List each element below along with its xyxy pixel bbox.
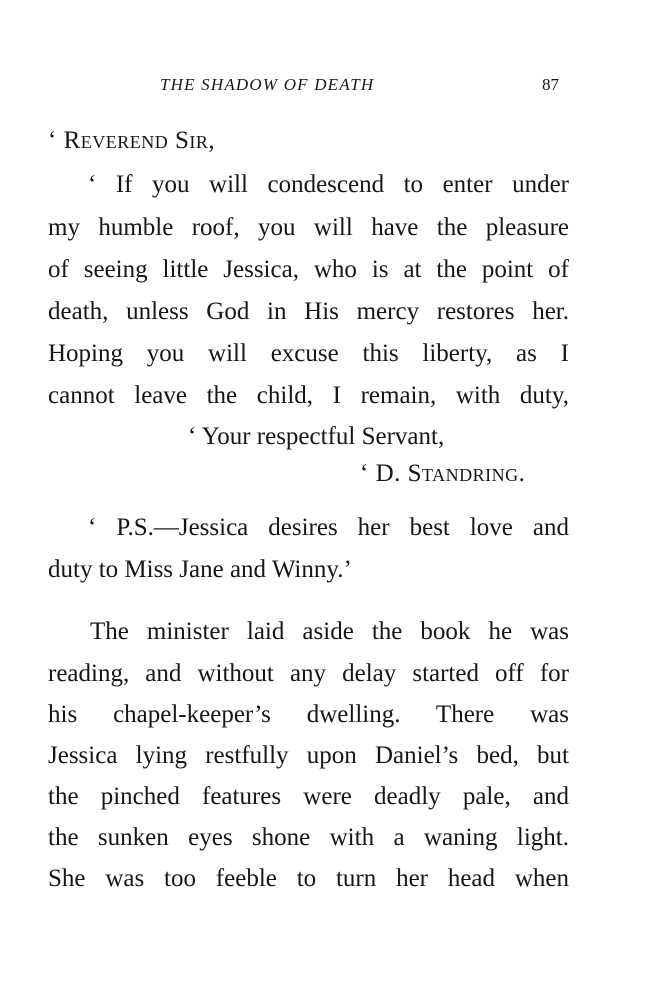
letter-body-line: ‘ If you will condescend to enter under [88,171,569,198]
letter-body-line: cannot leave the child, I remain, with duty, [48,382,569,409]
letter-body-line: Hoping you will excuse this liberty, as I [48,340,569,367]
running-title: THE SHADOW OF DEATH [160,75,375,94]
letter-salutation: ‘ Reverend Sir, [48,127,216,154]
postscript-line: ‘ P.S.—Jessica desires her best love and [88,514,569,541]
paragraph-line: Jessica lying restfully upon Daniel’s bed, but [48,742,569,769]
letter-body-line: of seeing little Jessica, who is at the point of [48,256,569,283]
paragraph-line: reading, and without any delay started off for [48,660,569,687]
paragraph-line: the sunken eyes shone with a waning light. [48,824,569,851]
letter-closing: ‘ Your respectful Servant, [188,423,445,450]
letter-body-line: my humble roof, you will have the pleasure [48,214,569,241]
postscript-line: duty to Miss Jane and Winny.’ [48,556,352,583]
paragraph-line: She was too feeble to turn her head when [48,865,569,892]
paragraph-line: The minister laid aside the book he was [90,618,569,645]
page-number: 87 [542,75,559,94]
letter-signature: ‘ D. Standring. [360,460,526,487]
paragraph-line: the pinched features were deadly pale, and [48,783,569,810]
paragraph-line: his chapel-keeper’s dwelling. There was [48,701,569,728]
letter-body-line: death, unless God in His mercy restores her. [48,298,569,325]
